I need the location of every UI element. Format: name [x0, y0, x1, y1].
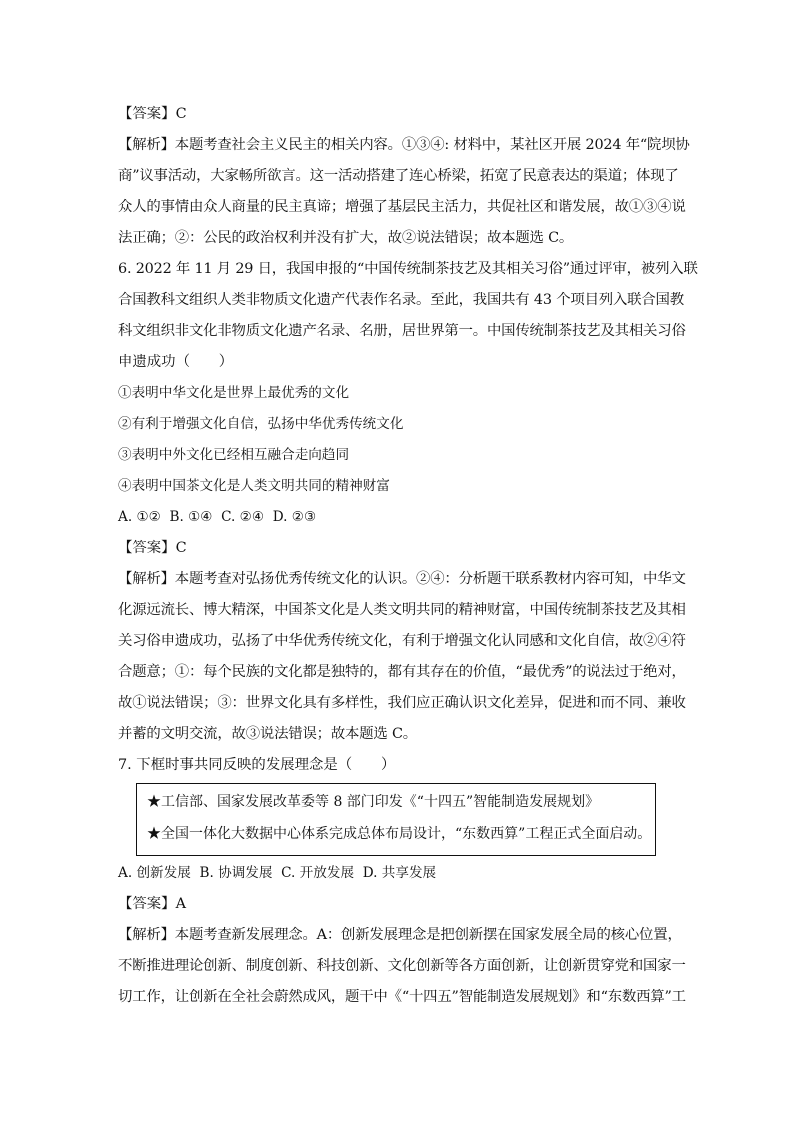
q7-box-line-1: ★工信部、国家发展改革委等 8 部门印发《“十四五”智能制造发展规划》 [147, 794, 600, 810]
q6-stem-line-2: 合国教科文组织人类非物质文化遗产代表作名录。至此，我国共有 43 个项目列入联合国教 [118, 292, 684, 308]
q7-analysis-line-1: 【解析】本题考查新发展理念。A：创新发展理念是把创新摆在国家发展全局的核心位置， [118, 927, 682, 943]
q6-item-4: ④表明中国茶文化是人类文明共同的精神财富 [118, 478, 390, 494]
q7-options: A. 创新发展 B. 协调发展 C. 开放发展 D. 共享发展 [118, 865, 437, 881]
q5-analysis-line-1: 【解析】本题考查社会主义民主的相关内容。①③④: 材料中，某社区开展 2024 年“院坝协 [118, 137, 690, 153]
q6-item-2: ②有利于增强文化自信，弘扬中华优秀传统文化 [118, 416, 404, 432]
q6-answer: 【答案】C [118, 540, 187, 556]
q6-options: A. ①② B. ①④ C. ②④ D. ②③ [118, 509, 317, 525]
q6-analysis-line-6: 并蓄的文明交流，故③说法错误；故本题选 C。 [118, 726, 417, 742]
q7-box-line-2: ★全国一体化大数据中心体系完成总体布局设计，“东数西算”工程正式全面启动。 [147, 826, 652, 842]
q7-analysis-line-3: 切工作，让创新在全社会蔚然成风，题干中《“十四五”智能制造发展规划》和“东数西算”工 [118, 989, 686, 1005]
q6-stem-line-1: 6. 2022 年 11 月 29 日，我国申报的“中国传统制茶技艺及其相关习俗”通过评审，被列入联 [118, 261, 698, 277]
q6-stem-line-3: 科文组织非文化非物质文化遗产名录、名册，居世界第一。中国传统制茶技艺及其相关习俗 [118, 323, 686, 339]
q5-analysis-line-4: 法正确；②：公民的政治权利并没有扩大，故②说法错误；故本题选 C。 [118, 230, 574, 246]
q6-item-1: ①表明中华文化是世界上最优秀的文化 [118, 385, 350, 401]
q6-analysis-line-4: 合题意；①：每个民族的文化都是独特的，都有其存在的价值，“最优秀”的说法过于绝对， [118, 664, 686, 680]
q7-answer: 【答案】A [118, 896, 186, 912]
q6-item-3: ③表明中外文化已经相互融合走向趋同 [118, 447, 350, 463]
q5-answer: 【答案】C [118, 106, 187, 122]
q7-analysis-line-2: 不断推进理论创新、制度创新、科技创新、文化创新等各方面创新，让创新贯穿党和国家一 [118, 958, 686, 974]
q6-stem-line-4: 申遗成功（ ） [118, 354, 234, 370]
q5-analysis-line-3: 众人的事情由众人商量的民主真谛；增强了基层民主活力，共促社区和谐发展，故①③④说 [118, 199, 686, 215]
q6-analysis-line-1: 【解析】本题考查对弘扬优秀传统文化的认识。②④：分析题干联系教材内容可知，中华文 [118, 571, 686, 587]
q6-analysis-line-2: 化源远流长、博大精深，中国茶文化是人类文明共同的精神财富，中国传统制茶技艺及其相 [118, 602, 686, 618]
q6-analysis-line-5: 故①说法错误；③：世界文化具有多样性，我们应正确认识文化差异，促进和而不同、兼收 [118, 695, 686, 711]
q7-news-box [136, 783, 656, 856]
q6-analysis-line-3: 关习俗申遗成功，弘扬了中华优秀传统文化，有利于增强文化认同感和文化自信，故②④符 [118, 633, 686, 649]
q7-stem: 7. 下框时事共同反映的发展理念是（ ） [118, 757, 396, 773]
q5-analysis-line-2: 商”议事活动，大家畅所欲言。这一活动搭建了连心桥梁，拓宽了民意表达的渠道；体现了 [118, 168, 679, 184]
